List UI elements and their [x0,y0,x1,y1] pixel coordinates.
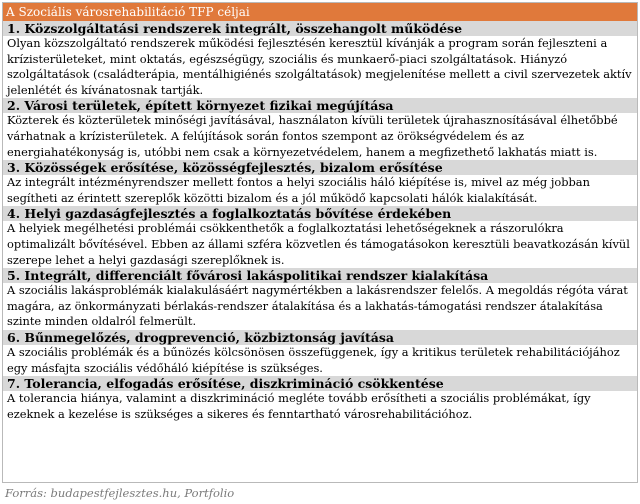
section-heading: 6. Bűnmegelőzés, drogprevenció, közbiztonság javítása [3,330,637,345]
section-heading: 4. Helyi gazdaságfejlesztés a foglalkoztatás bővítése érdekében [3,206,637,221]
section-6 [3,330,637,376]
section-body: A helyiek megélhetési problémái csökkenthetők a foglalkoztatási lehetőségeknek a rászorulókra optimalizált bővítésével. Ebben az állami szféra közvetlen és támogatásokon keresztüli beavatkozásán kívül szerepe lehet a helyi gazdasági szereplőknek is. [3,221,637,268]
section-3 [3,160,637,206]
section-4 [3,206,637,268]
section-heading: 5. Integrált, differenciált fővárosi lakáspolitikai rendszer kialakítása [3,268,637,283]
section-2 [3,98,637,160]
section-1 [3,21,637,98]
section-body: A szociális lakásproblémák kialakulásáért nagymértékben a lakásrendszer felelős. A megoldás régóta várat magára, az önkormányzati bérlakás-rendszer átalakítása és a lakhatás-támogatási rendszer átalakítása szinte minden oldalról felmerült. [3,283,637,330]
section-heading: 1. Közszolgáltatási rendszerek integrált, összehangolt működése [3,21,637,36]
goals-table [2,2,638,483]
table-title: A Szociális városrehabilitáció TFP céljai [3,3,637,21]
section-heading: 3. Közösségek erősítése, közösségfejlesztés, bizalom erősítése [3,160,637,175]
section-5 [3,268,637,330]
section-body: A tolerancia hiánya, valamint a diszkrimináció megléte tovább erősítheti a szociális problémákat, így ezeknek a kezelése is szükséges a sikeres és fenntartható városrehabilitációhoz. [3,391,637,422]
section-body: Olyan közszolgáltató rendszerek működési fejlesztésén keresztül kívánják a program során fejleszteni a krízisterületeket, mint oktatás, egészségügy, szociális és munkaerő-piaci szolgáltatások. Hiányzó szolgáltatások (családterápia, mentálhigiénés szolgáltatások) megjelenítése mellett a civil szervezetek aktív jelenlétét és kívánatosnak tartják. [3,36,637,98]
source-note: Forrás: budapestfejlesztes.hu, Portfolio [5,486,235,500]
section-body: Közterek és közterületek minőségi javításával, használaton kívüli területek újrahasznosításával élhetőbbé várhatnak a krízisterületek. A felújítások során fontos szempont az örökségvédelem és az energiahatékonyság is, utóbbi nem csak a környezetvédelem, hanem a megfizethető lakhatás miatt is. [3,113,637,160]
section-heading: 2. Városi területek, épített környezet fizikai megújítása [3,98,637,113]
section-body: Az integrált intézményrendszer mellett fontos a helyi szociális háló kiépítése is, mivel az még jobban segítheti az érintett szereplők közötti bizalom és a jól működő kapcsolati hálók kialakítását. [3,175,637,206]
section-7 [3,376,637,422]
section-body: A szociális problémák és a bűnözés kölcsönösen összefüggenek, így a kritikus területek rehabilitációjához egy másfajta szociális védőháló kiépítése is szükséges. [3,345,637,376]
section-heading: 7. Tolerancia, elfogadás erősítése, diszkrimináció csökkentése [3,376,637,391]
